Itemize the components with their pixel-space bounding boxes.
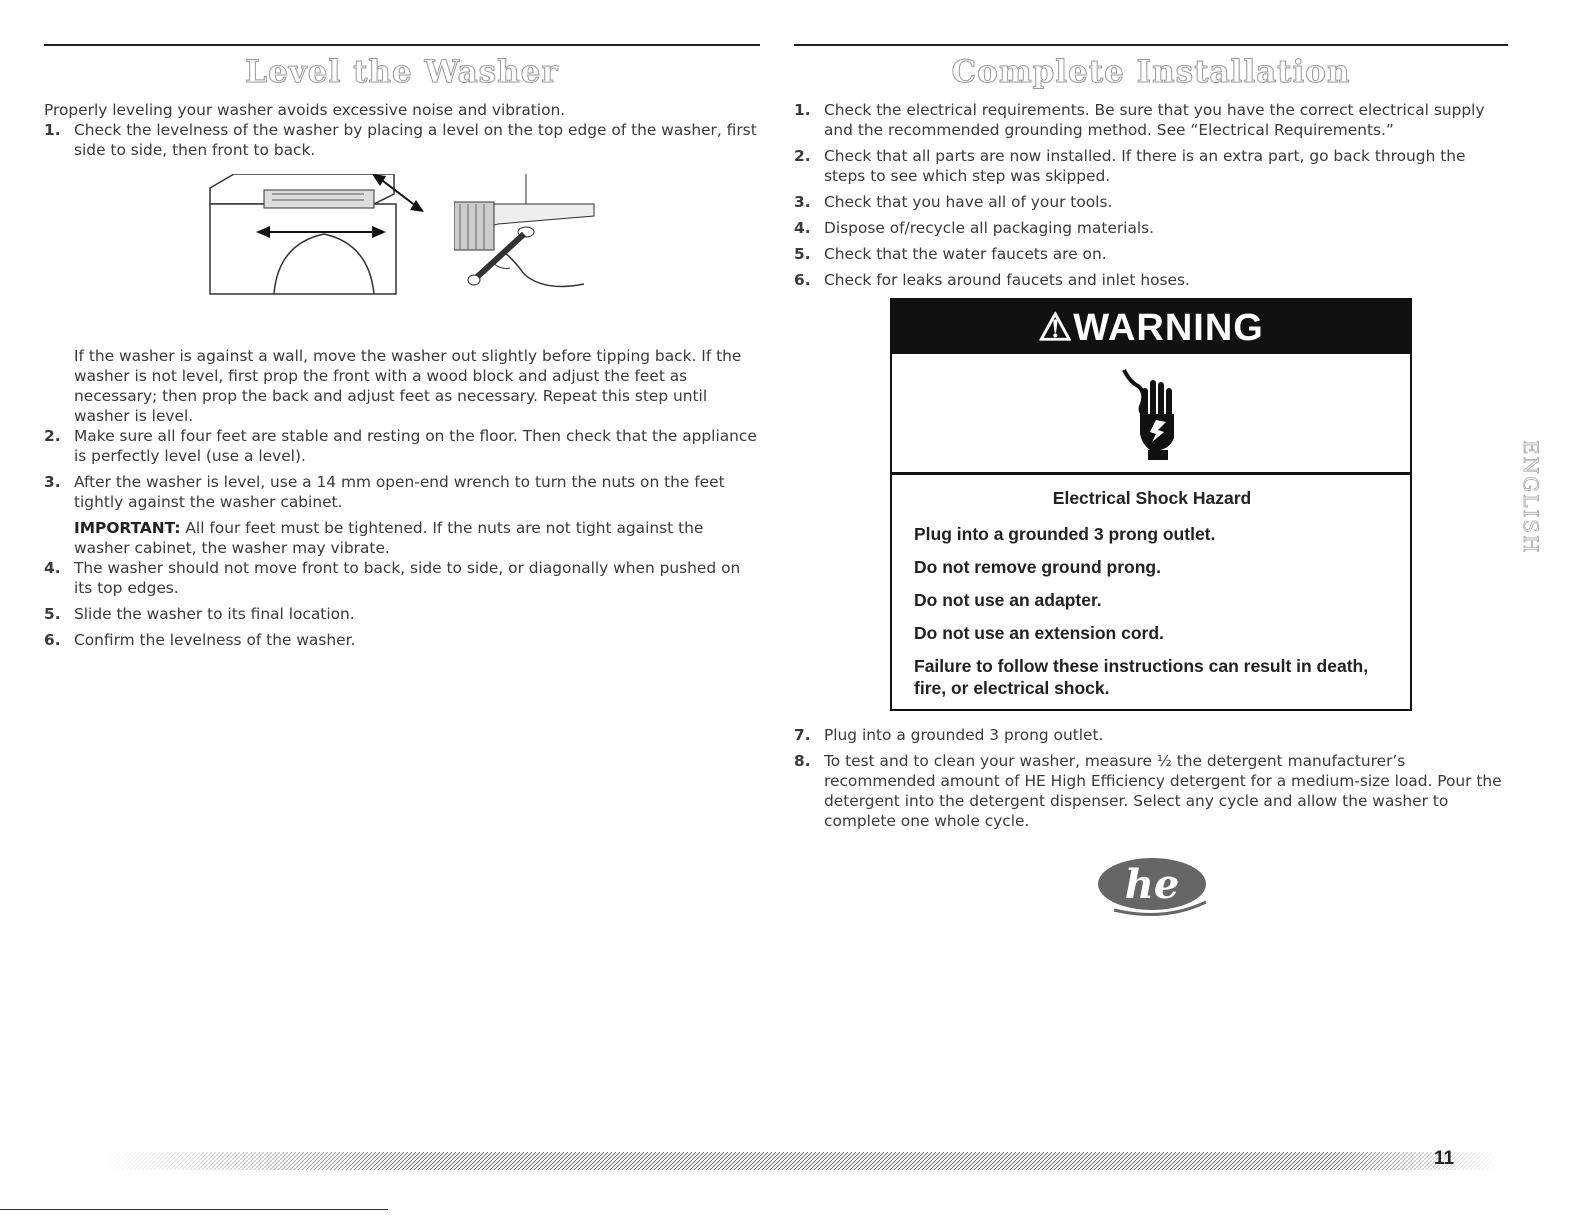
item-text: To test and to clean your washer, measure ½ the detergent manufacturer’s recommended amount of HE High Efficiency detergent for a medium-size load. Pour the detergent into the detergent dispenser. Select any cycle and allow the washer to complete one whole cycle. xyxy=(824,752,1502,830)
item-text: Check for leaks around faucets and inlet hoses. xyxy=(824,271,1190,289)
warning-line: Failure to follow these instructions can result in death, fire, or electrical shock. xyxy=(914,656,1369,698)
item-text: Check the levelness of the washer by placing a level on the top edge of the washer, first side to side, then front to back. xyxy=(74,121,757,159)
wrench-foot-illustration xyxy=(454,174,604,302)
language-tab xyxy=(1518,440,1542,565)
list-item xyxy=(44,472,760,512)
intro-text: Properly leveling your washer avoids excessive noise and vibration. xyxy=(44,101,566,119)
list-item xyxy=(794,725,1508,745)
important-label: IMPORTANT: xyxy=(74,519,181,537)
warning-line: Plug into a grounded 3 prong outlet. xyxy=(914,524,1216,544)
list-item xyxy=(44,630,760,650)
item-number: 6. xyxy=(44,631,61,649)
item-text: Check the electrical requirements. Be sure that you have the correct electrical supply and the recommended grounding method. See “Electrical Requirements.” xyxy=(824,101,1485,139)
list-item xyxy=(794,192,1508,212)
item-number: 1. xyxy=(794,101,811,119)
list-item xyxy=(794,218,1508,238)
section-title-complete-installation: Complete Installation xyxy=(951,54,1351,90)
item-text: Make sure all four feet are stable and resting on the floor. Then check that the appliance is perfectly level (use a level). xyxy=(74,427,757,465)
item-number: 1. xyxy=(44,121,61,139)
list-item xyxy=(44,120,760,160)
list-item xyxy=(44,426,760,466)
item-number: 7. xyxy=(794,726,811,744)
item-number: 2. xyxy=(44,427,61,445)
item-text: Plug into a grounded 3 prong outlet. xyxy=(824,726,1104,744)
warning-triangle-icon: ⚠ xyxy=(1038,307,1074,349)
item-number: 5. xyxy=(44,605,61,623)
list-item xyxy=(794,146,1508,186)
warning-icon-area xyxy=(892,354,1410,475)
hazard-title: Electrical Shock Hazard xyxy=(1052,488,1252,508)
top-rule-left xyxy=(44,44,760,46)
item-text: The washer should not move front to back, side to side, or diagonally when pushed on its top edges. xyxy=(74,559,741,597)
item-text: Confirm the levelness of the washer. xyxy=(74,631,356,649)
item-number: 3. xyxy=(44,473,61,491)
top-rule-right xyxy=(794,44,1508,46)
item-number: 6. xyxy=(794,271,811,289)
item-number: 4. xyxy=(794,219,811,237)
item-text: Check that the water faucets are on. xyxy=(824,245,1107,263)
list-item xyxy=(44,558,760,598)
warning-body xyxy=(892,475,1410,709)
footer-bar xyxy=(104,1152,1500,1170)
right-column xyxy=(794,0,1508,831)
list-item xyxy=(44,604,760,624)
washer-level-illustration xyxy=(204,174,444,302)
he-logo-text: he xyxy=(1124,861,1180,908)
item-number: 4. xyxy=(44,559,61,577)
warning-header xyxy=(892,300,1410,354)
language-tab-text: ENGLISH xyxy=(1519,440,1542,555)
left-column xyxy=(44,0,760,650)
warning-line: Do not use an extension cord. xyxy=(914,623,1164,643)
item-number: 2. xyxy=(794,147,811,165)
leveling-illustrations xyxy=(44,174,760,334)
electrical-shock-hand-icon xyxy=(1120,368,1184,462)
leveling-paragraph: If the washer is against a wall, move the washer out slightly before tipping back. If the washer is not level, first prop the front with a wood block and adjust the feet as necessary; then prop the back and adjust feet as necessary. Repeat this step until washer is level. xyxy=(74,347,742,425)
important-text: All four feet must be tightened. If the nuts are not tight against the washer cabinet, the washer may vibrate. xyxy=(74,519,704,557)
list-item xyxy=(794,751,1508,831)
item-text: Check that you have all of your tools. xyxy=(824,193,1113,211)
list-item xyxy=(794,270,1508,290)
list-item xyxy=(794,100,1508,140)
bottom-rule xyxy=(0,1209,388,1210)
page-number: 11 xyxy=(1434,1148,1455,1169)
he-logo xyxy=(1094,856,1214,924)
warning-box xyxy=(890,298,1412,711)
item-text: Dispose of/recycle all packaging materials. xyxy=(824,219,1155,237)
item-number: 5. xyxy=(794,245,811,263)
item-text: After the washer is level, use a 14 mm open-end wrench to turn the nuts on the feet tightly against the washer cabinet. xyxy=(74,473,725,511)
item-number: 3. xyxy=(794,193,811,211)
item-text: Check that all parts are now installed. If there is an extra part, go back through the steps to see which step was skipped. xyxy=(824,147,1466,185)
item-text: Slide the washer to its final location. xyxy=(74,605,355,623)
section-title-level-washer: Level the Washer xyxy=(245,54,559,90)
list-item xyxy=(794,244,1508,264)
important-note xyxy=(44,518,760,558)
warning-line: Do not use an adapter. xyxy=(914,590,1102,610)
warning-line: Do not remove ground prong. xyxy=(914,557,1161,577)
item-number: 8. xyxy=(794,752,811,770)
warning-title: WARNING xyxy=(1073,307,1264,349)
